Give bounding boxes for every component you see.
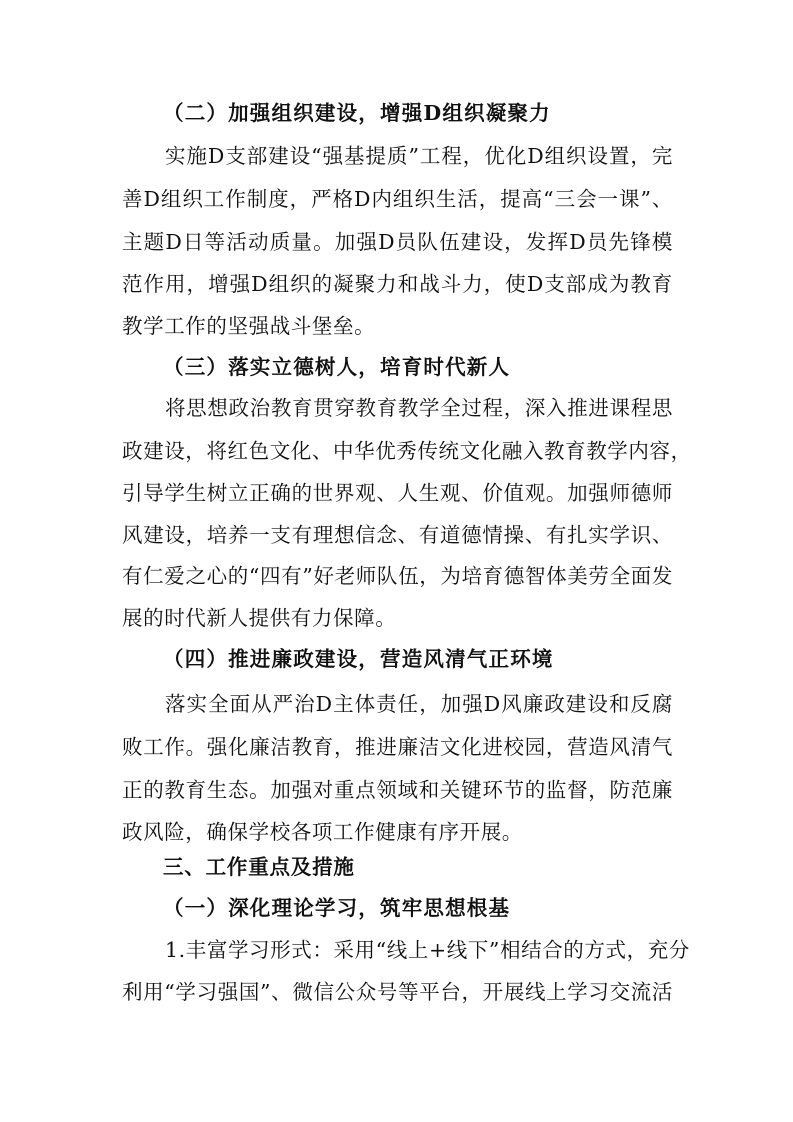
paragraph-line: 落实全面从严治D主体责任，加强D风廉政建设和反腐 xyxy=(165,692,673,716)
paragraph-line: 利用“学习强国”、微信公众号等平台，开展线上学习交流活 xyxy=(122,980,673,1004)
paragraph-line: 教学工作的坚强战斗堡垒。 xyxy=(122,314,376,338)
paragraph-line: 有仁爱之心的“四有”好老师队伍，为培育德智体美劳全面发 xyxy=(122,564,673,588)
paragraph-line: 善D组织工作制度，严格D内组织生活，提高“三会一课”、 xyxy=(122,187,673,211)
subheading-integrity: （四）推进廉政建设，营造风清气正环境 xyxy=(163,647,554,671)
paragraph-line: 将思想政治教育贯穿教育教学全过程，深入推进课程思 xyxy=(165,396,673,420)
section-heading-key-work: 三、工作重点及措施 xyxy=(163,855,355,879)
paragraph-line: 风建设，培养一支有理想信念、有道德情操、有扎实学识、 xyxy=(122,523,673,547)
paragraph-line: 败工作。强化廉洁教育，推进廉洁文化进校园，营造风清气 xyxy=(122,735,673,759)
paragraph-line: 实施D支部建设“强基提质”工程，优化D组织设置，完 xyxy=(165,144,673,168)
paragraph-line: 引导学生树立正确的世界观、人生观、价值观。加强师德师 xyxy=(122,481,673,505)
paragraph-line: 主题D日等活动质量。加强D员队伍建设，发挥D员先锋模 xyxy=(122,230,673,254)
paragraph-line: 范作用，增强D组织的凝聚力和战斗力，使D支部成为教育 xyxy=(122,272,673,296)
paragraph-line: 展的时代新人提供有力保障。 xyxy=(122,606,397,630)
subheading-theory-study: （一）深化理论学习，筑牢思想根基 xyxy=(163,896,511,920)
paragraph-line: 正的教育生态。加强对重点领域和关键环节的监督，防范廉 xyxy=(122,778,673,802)
subheading-strengthen-organization: （二）加强组织建设，增强D组织凝聚力 xyxy=(163,101,551,125)
subheading-moral-education: （三）落实立德树人，培育时代新人 xyxy=(163,355,511,379)
paragraph-line: 政建设，将红色文化、中华优秀传统文化融入教育教学内容， xyxy=(122,439,692,463)
paragraph-line: 政风险，确保学校各项工作健康有序开展。 xyxy=(122,820,523,844)
paragraph-line: 1.丰富学习形式：采用“线上+线下”相结合的方式，充分 xyxy=(165,938,690,962)
